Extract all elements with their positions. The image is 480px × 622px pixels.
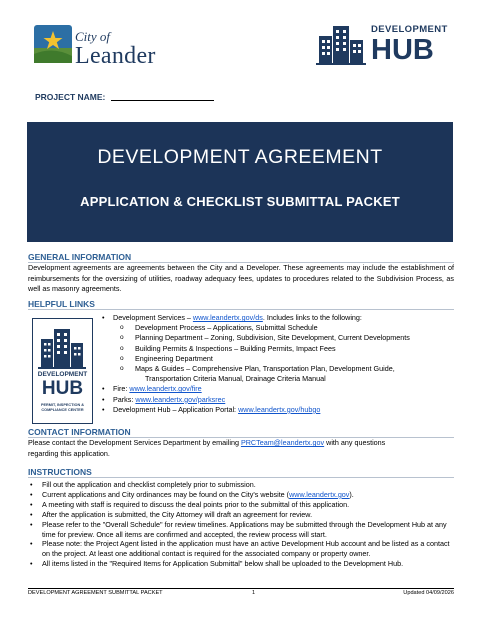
project-name-blank[interactable] [111, 100, 214, 101]
logo-city-of-text: City of [75, 29, 111, 44]
general-information-text: Development agreements are agreements between the City and a Developer. These agreements may include the establishment of reimbursements for the oversizing of utilities, roadway adequacy fees, updates to procedures related to the Subdivision Process, as well as masonry agreements. [28, 263, 454, 294]
prc-team-email-link[interactable]: PRCTeam@leandertx.gov [240, 438, 325, 447]
list-item: o Building Permits & Inspections – Building Permits, Impact Fees [120, 343, 336, 353]
contact-information-heading: CONTACT INFORMATION [28, 427, 131, 437]
leander-seal-icon [33, 24, 73, 64]
logo-hub-text: HUB [371, 33, 434, 66]
list-item: o Maps & Guides – Comprehensive Plan, Transportation Plan, Development Guide, [120, 364, 395, 374]
instructions-list [28, 480, 454, 569]
permit-center-badge [32, 318, 93, 424]
project-name-field [35, 92, 214, 102]
list-item: o Development Process – Applications, Submittal Schedule [120, 323, 318, 333]
hub-portal-link[interactable]: www.leandertx.gov/hubgo [238, 404, 321, 414]
list-item: • Development Services – www.leandertx.gov/ds. Includes links to the following: [102, 313, 362, 322]
fire-link[interactable]: www.leandertx.gov/fire [129, 384, 202, 394]
list-item: • Fire: www.leandertx.gov/fire [102, 384, 202, 394]
list-item: • Please note: the Project Agent listed in the application must have an active Development Hub account and be listed as a contact on the project. At least one additional contact is required for the associated company or property owner. [30, 539, 450, 559]
general-information-heading: GENERAL INFORMATION [28, 252, 132, 262]
footer-page-number: 1 [252, 590, 256, 596]
helpful-links-heading: HELPFUL LINKS [28, 299, 95, 309]
list-item: • All items listed in the "Required Items for Application Submittal" below shall be uploaded to the Development Hub. [30, 559, 404, 569]
list-item: • Fill out the application and checklist completely prior to submission. [30, 480, 256, 489]
list-item: • Development Hub – Application Portal: www.leandertx.gov/hubgo [102, 404, 321, 414]
list-item: o Planning Department – Zoning, Subdivision, Site Development, Current Developments [120, 333, 410, 343]
list-item: • Parks: www.leandertx.gov/parksrec [102, 394, 226, 404]
footer-document-name: DEVELOPMENT AGREEMENT SUBMITTAL PACKET [28, 590, 163, 596]
parks-link[interactable]: www.leandertx.gov/parksrec [135, 394, 226, 404]
badge-hub-text: HUB [41, 378, 84, 399]
buildings-icon [316, 22, 366, 66]
development-services-link[interactable]: www.leandertx.gov/ds [192, 313, 263, 322]
section-divider [28, 477, 454, 478]
project-name-label: PROJECT NAME: [35, 92, 106, 102]
list-item: • A meeting with staff is required to discuss the deal points prior to the submittal of this application. [30, 499, 350, 509]
footer-divider [28, 588, 454, 589]
instructions-heading: INSTRUCTIONS [28, 467, 92, 477]
development-hub-logo [316, 22, 456, 68]
list-item-continuation: Transportation Criteria Manual, Drainage Criteria Manual [145, 374, 326, 384]
section-divider [28, 309, 454, 310]
list-item: o Engineering Department [120, 353, 213, 363]
city-website-link[interactable]: www.leandertx.gov [289, 489, 350, 499]
title-banner [27, 122, 453, 242]
list-item: • After the application is submitted, the City Attorney will draft an agreement for review. [30, 509, 313, 519]
badge-permit-center-text: PERMIT, INSPECTION & COMPLIANCE CENTER [40, 403, 85, 412]
badge-development-text: DEVELOPMENT [37, 371, 88, 378]
city-of-leander-logo [33, 24, 163, 69]
list-item: • Current applications and City ordinances may be found on the City's website (www.leandertx.gov). [30, 489, 354, 499]
buildings-icon [33, 321, 91, 371]
document-title: DEVELOPMENT AGREEMENT [97, 146, 383, 168]
contact-information-text: Please contact the Development Services Department by emailing PRCTeam@leandertx.gov with any questions regarding this application. [28, 438, 386, 458]
logo-development-text: DEVELOPMENT [371, 24, 448, 35]
helpful-links-list [102, 313, 452, 415]
document-subtitle: APPLICATION & CHECKLIST SUBMITTAL PACKET [80, 194, 400, 209]
logo-leander-text: Leander [75, 43, 156, 69]
footer-updated-date: Updated 04/09/2026 [403, 590, 454, 596]
list-item: • Please refer to the "Overall Schedule" for review timelines. Applications may be submitted through the Development Hub at any time for preview. Once all items are confirmed and accepted, the review process will start. [30, 519, 447, 539]
